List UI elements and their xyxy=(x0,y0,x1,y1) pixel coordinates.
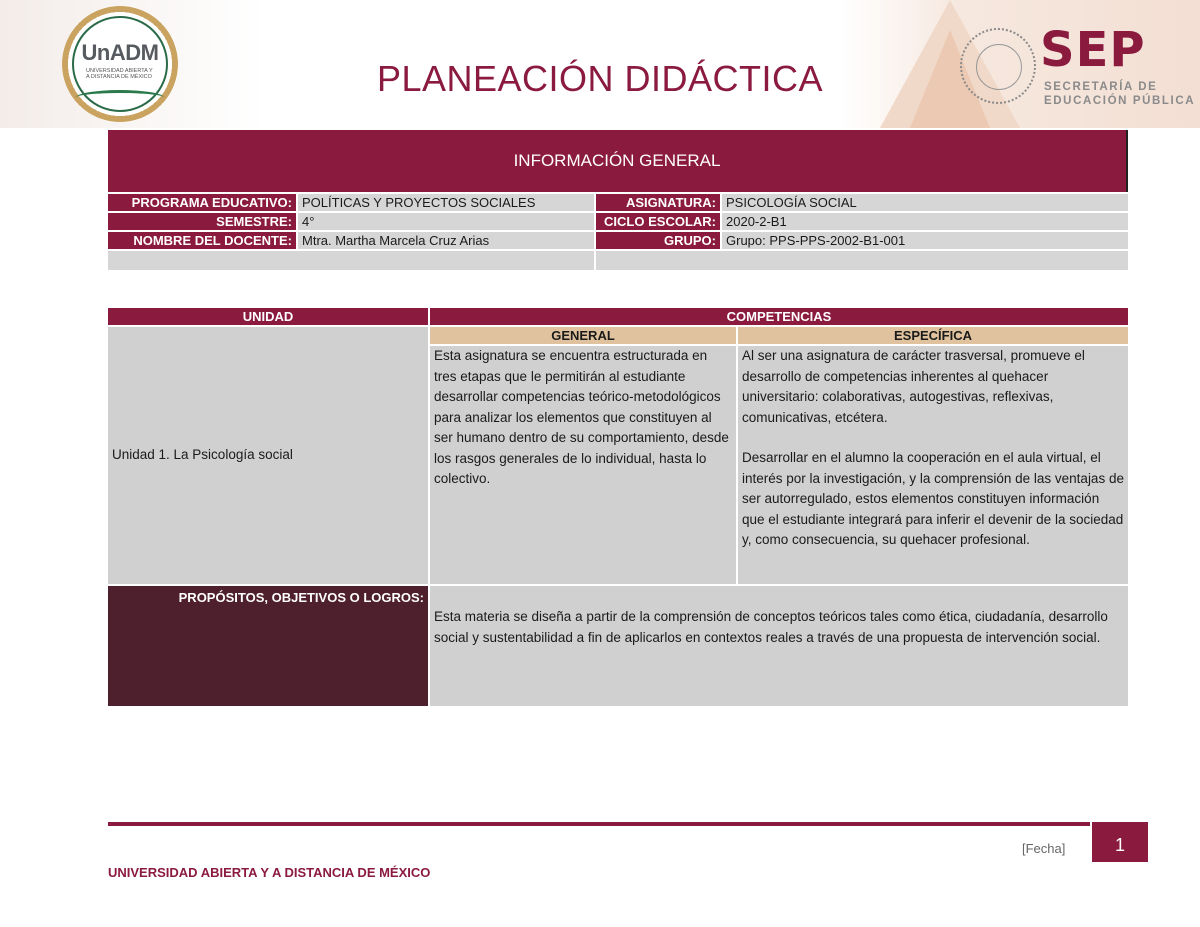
especifica-header: ESPECÍFICA xyxy=(738,327,1128,344)
group-label: GRUPO: xyxy=(596,232,720,249)
page-title: PLANEACIÓN DIDÁCTICA xyxy=(376,58,824,99)
blank-cell xyxy=(108,251,594,270)
unadm-logo: UnADM UNIVERSIDAD ABIERTA Y A DISTANCIA DE MÉXICO xyxy=(62,6,178,122)
subject-label: ASIGNATURA: xyxy=(596,194,720,211)
unidad-header: UNIDAD xyxy=(108,308,428,325)
info-row-blank xyxy=(108,251,1128,270)
info-row xyxy=(108,232,1128,249)
especifica-competence-cell xyxy=(738,346,1128,584)
propositos-text: Esta materia se diseña a partir de la comprensión de conceptos teóricos tales como ética, ciudadanía, desarrollo social y sustentabilidad a fin de aplicarlos en contextos reales a través de una propuesta de intervención social. xyxy=(430,586,1128,706)
footer-divider xyxy=(108,822,1090,826)
sep-logo-subtitle: SECRETARÍA DE EDUCACIÓN PÚBLICA xyxy=(1044,81,1196,107)
subject-value: PSICOLOGÍA SOCIAL xyxy=(722,194,1128,211)
especifica-paragraph-2: Desarrollar en el alumno la cooperación en el aula virtual, el interés por la investigación, y la comprensión de las ventajas de ser autorregulado, estos elementos constituyen información que el estudiante integrará para inferir el devenir de la sociedad y, como consecuencia, su quehacer profesional. xyxy=(742,450,1124,547)
program-value: POLÍTICAS Y PROYECTOS SOCIALES xyxy=(298,194,594,211)
competencias-header: COMPETENCIAS xyxy=(430,308,1128,325)
general-header: GENERAL xyxy=(430,327,736,344)
group-value: Grupo: PPS-PPS-2002-B1-001 xyxy=(722,232,1128,249)
unidad-cell: Unidad 1. La Psicología social xyxy=(108,327,428,584)
info-row xyxy=(108,194,1128,211)
footer-institution: UNIVERSIDAD ABIERTA Y A DISTANCIA DE MÉXICO xyxy=(108,865,431,880)
blank-cell xyxy=(596,251,1128,270)
especifica-paragraph-1: Al ser una asignatura de carácter trasversal, promueve el desarrollo de competencias inherentes al quehacer universitario: colaborativas, autogestivas, reflexivas, comunicativas, etcétera. xyxy=(742,348,1085,425)
propositos-label: PROPÓSITOS, OBJETIVOS O LOGROS: xyxy=(108,586,428,706)
cycle-value: 2020-2-B1 xyxy=(722,213,1128,230)
teacher-value: Mtra. Martha Marcela Cruz Arias xyxy=(298,232,594,249)
semester-value: 4° xyxy=(298,213,594,230)
sep-logo: SEP xyxy=(1040,22,1146,78)
general-competence-text: Esta asignatura se encuentra estructurada en tres etapas que le permitirán al estudiante desarrollar competencias teórico-metodológicos para analizar los elementos que constituyen al ser humano dentro de su comportamiento, desde los rasgos generales de lo individual, hasta lo colectivo. xyxy=(430,346,736,584)
info-row xyxy=(108,213,1128,230)
cycle-label: CICLO ESCOLAR: xyxy=(596,213,720,230)
mexico-seal-icon xyxy=(960,28,1036,104)
info-general-heading: INFORMACIÓN GENERAL xyxy=(108,130,1128,192)
page-number: 1 xyxy=(1092,822,1148,862)
date-placeholder: [Fecha] xyxy=(1022,841,1066,856)
teacher-label: NOMBRE DEL DOCENTE: xyxy=(108,232,296,249)
program-label: PROGRAMA EDUCATIVO: xyxy=(108,194,296,211)
competencias-table xyxy=(106,306,1130,708)
info-general-table xyxy=(106,128,1130,272)
semester-label: SEMESTRE: xyxy=(108,213,296,230)
